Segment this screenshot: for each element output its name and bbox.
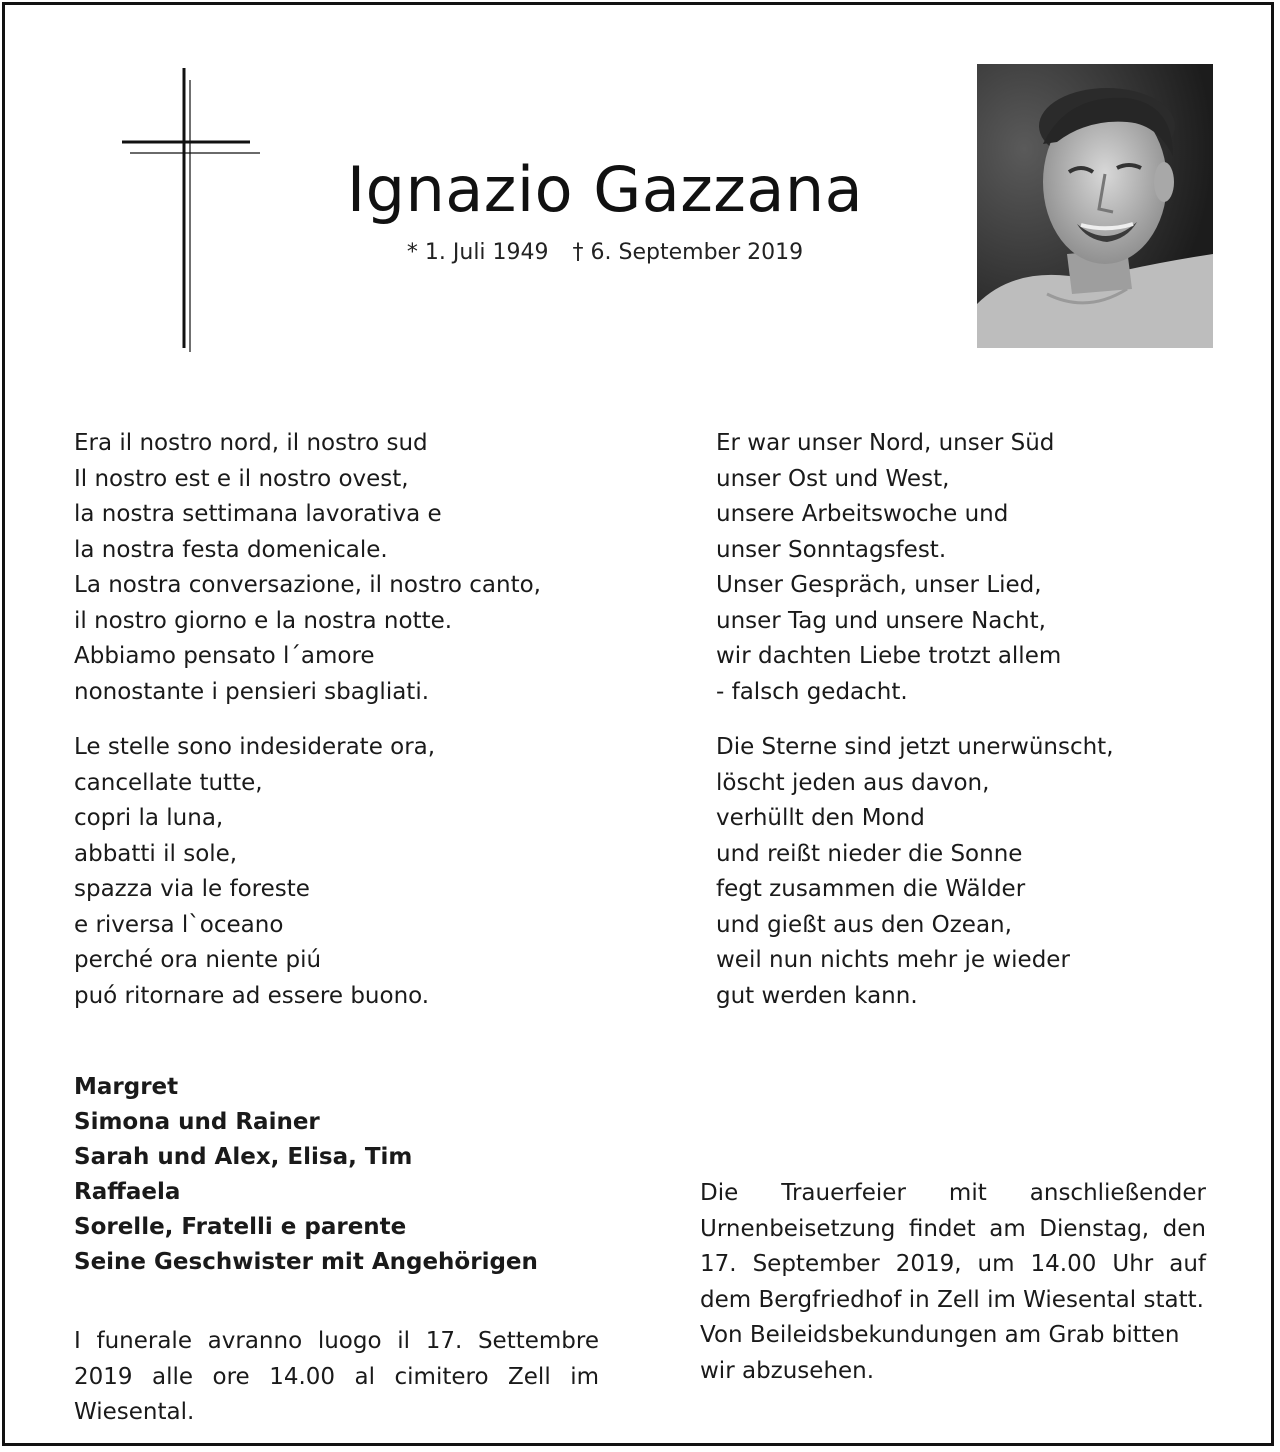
verse-line: Le stelle sono indesiderate ora, — [74, 734, 436, 760]
verse-line: spazza via le foreste — [74, 876, 310, 902]
death-date: † 6. September 2019 — [572, 240, 804, 265]
verse-line: la nostra festa domenicale. — [74, 536, 388, 563]
verse-italian-stanza-2 — [74, 730, 634, 1014]
verse-line: e riversa l`oceano — [74, 911, 284, 938]
verse-line: - falsch gedacht. — [716, 678, 908, 705]
verse-line: Die Sterne sind jetzt unerwünscht, — [716, 734, 1114, 760]
funeral-notice-italian — [74, 1324, 599, 1431]
funeral-notice-german-text: Die Trauerfeier mit anschließender Urnenbeisetzung findet am Dienstag, den 17. September 2019, um 14.00 Uhr auf dem Bergfriedhof in Zell im Wiesental statt. — [700, 1180, 1206, 1313]
mourner-name: Sorelle, Fratelli e parente — [74, 1214, 407, 1240]
verse-line: Er war unser Nord, unser Süd — [716, 430, 1055, 456]
verse-line: cancellate tutte, — [74, 769, 263, 796]
verse-line: perché ora niente piú — [74, 947, 322, 973]
verse-line: abbatti il sole, — [74, 840, 238, 867]
verse-italian-stanza-1 — [74, 426, 634, 710]
verse-line: il nostro giorno e la nostra notte. — [74, 607, 453, 634]
verse-line: copri la luna, — [74, 805, 224, 831]
verse-line: puó ritornare ad essere buono. — [74, 982, 430, 1009]
verse-line: unser Ost und West, — [716, 465, 950, 492]
cross-icon — [120, 66, 262, 352]
mourner-name: Sarah und Alex, Elisa, Tim — [74, 1144, 413, 1170]
verse-line: la nostra settimana lavorativa e — [74, 501, 442, 527]
mourner-name: Margret — [74, 1074, 179, 1100]
funeral-notice-german — [700, 1176, 1206, 1389]
verse-line: und gießt aus den Ozean, — [716, 911, 1012, 938]
verse-line: verhüllt den Mond — [716, 805, 925, 831]
mourners-list — [74, 1070, 634, 1280]
mourner-name: Seine Geschwister mit Angehörigen — [74, 1249, 538, 1275]
deceased-name: Ignazio Gazzana — [346, 153, 864, 226]
funeral-notice-italian-text: I funerale avranno luogo il 17. Settembre 2019 alle ore 14.00 al cimitero Zell im Wiesental. — [74, 1328, 599, 1425]
condolence-note: Von Beileidsbekundungen am Grab bitten wir abzusehen. — [700, 1322, 1180, 1384]
verse-line: wir dachten Liebe trotzt allem — [716, 643, 1062, 669]
mourner-name: Raffaela — [74, 1179, 181, 1205]
verse-italian — [74, 426, 634, 1034]
verse-german-stanza-2 — [716, 730, 1236, 1014]
verse-line: Era il nostro nord, il nostro sud — [74, 430, 428, 456]
verse-line: Abbiamo pensato l´amore — [74, 643, 375, 669]
verse-line: und reißt nieder die Sonne — [716, 840, 1023, 867]
verse-line: weil nun nichts mehr je wieder — [716, 947, 1070, 973]
verse-line: unser Tag und unsere Nacht, — [716, 607, 1046, 634]
verse-german-stanza-1 — [716, 426, 1236, 710]
verse-line: Il nostro est e il nostro ovest, — [74, 465, 409, 492]
verse-line: fegt zusammen die Wälder — [716, 876, 1026, 902]
verse-line: gut werden kann. — [716, 982, 918, 1009]
verse-line: unser Sonntagsfest. — [716, 536, 947, 563]
birth-date: * 1. Juli 1949 — [406, 240, 549, 265]
life-dates — [300, 236, 910, 270]
verse-line: unsere Arbeitswoche und — [716, 501, 1009, 527]
portrait-photo — [977, 64, 1213, 348]
verse-line: löscht jeden aus davon, — [716, 769, 990, 796]
verse-line: Unser Gespräch, unser Lied, — [716, 572, 1042, 598]
verse-line: La nostra conversazione, il nostro canto, — [74, 572, 541, 598]
verse-line: nonostante i pensieri sbagliati. — [74, 678, 430, 705]
verse-german — [716, 426, 1236, 1034]
mourner-name: Simona und Rainer — [74, 1109, 320, 1135]
